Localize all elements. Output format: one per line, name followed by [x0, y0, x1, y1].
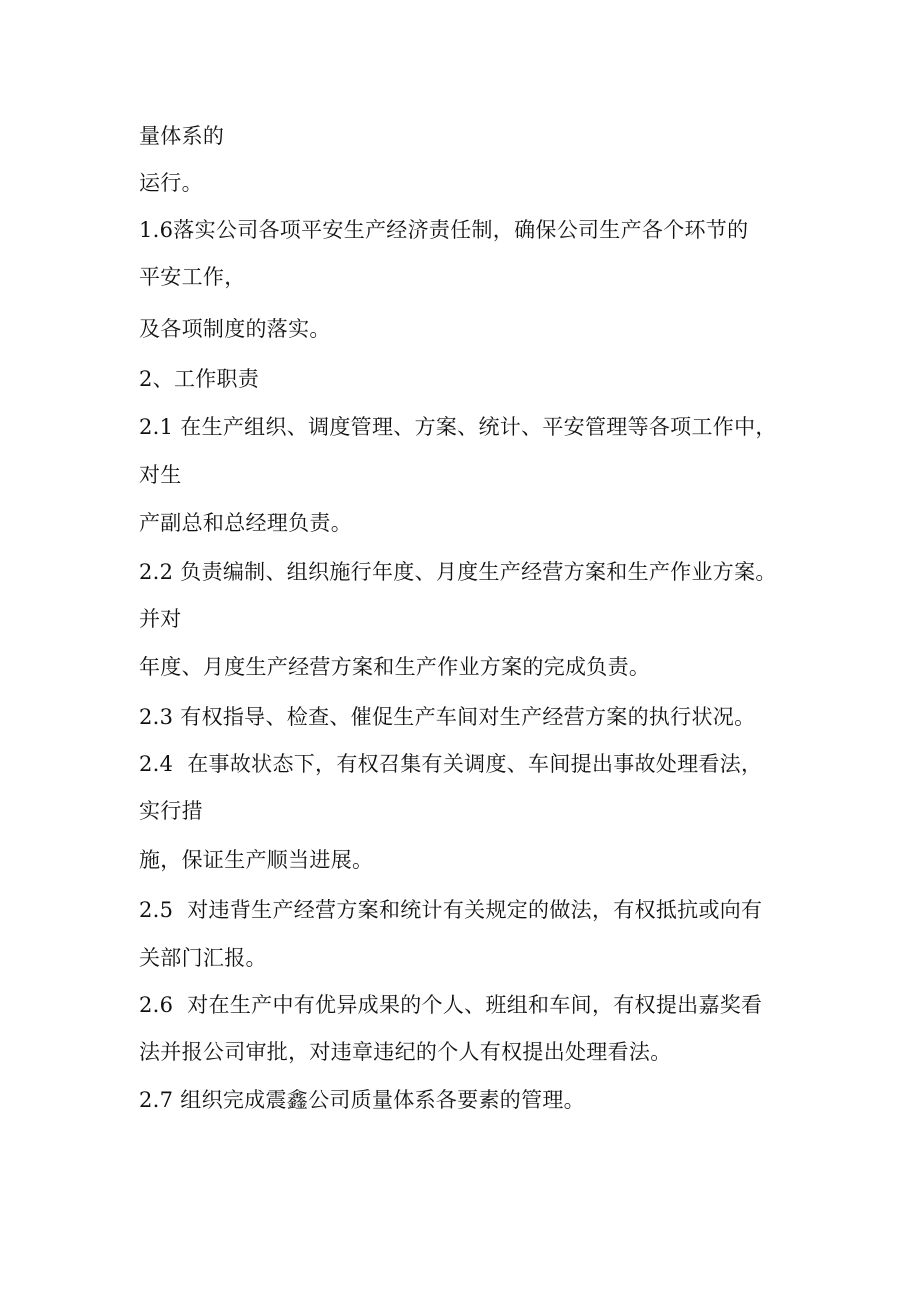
text-line: 2.3 有权指导、检查、催促生产车间对生产经营方案的执行状况。 — [139, 705, 756, 729]
text-line: 产副总和总经理负责。 — [139, 511, 352, 535]
text-line: 量体系的 — [139, 124, 225, 148]
text-line: 2.7 组织完成震鑫公司质量体系各要素的管理。 — [139, 1088, 585, 1112]
text-line: 2.5 对违背生产经营方案和统计有关规定的做法，有权抵抗或向有 — [139, 898, 763, 922]
text-line: 及各项制度的落实。 — [139, 317, 331, 341]
section-heading: 2、工作职责 — [139, 367, 260, 391]
text-line: 2.1 在生产组织、调度管理、方案、统计、平安管理等各项工作中， — [139, 415, 777, 439]
text-line: 运行。 — [139, 171, 203, 195]
text-line: 法并报公司审批，对违章违纪的个人有权提出处理看法。 — [139, 1040, 672, 1064]
text-line: 实行措 — [139, 799, 203, 823]
text-line: 对生 — [139, 463, 182, 487]
text-line: 施，保证生产顺当进展。 — [139, 848, 374, 872]
text-line: 2.4 在事故状态下，有权召集有关调度、车间提出事故处理看法， — [139, 752, 763, 776]
text-line: 2.2 负责编制、组织施行年度、月度生产经营方案和生产作业方案。 — [139, 560, 777, 584]
text-line: 年度、月度生产经营方案和生产作业方案的完成负责。 — [139, 655, 651, 679]
text-line: 关部门汇报。 — [139, 946, 267, 970]
text-line: 并对 — [139, 607, 182, 631]
text-line: 1.6落实公司各项平安生产经济责任制，确保公司生产各个环节的 — [139, 218, 749, 242]
text-line: 2.6 对在生产中有优异成果的个人、班组和车间，有权提出嘉奖看 — [139, 993, 763, 1017]
text-line: 平安工作， — [139, 265, 246, 289]
